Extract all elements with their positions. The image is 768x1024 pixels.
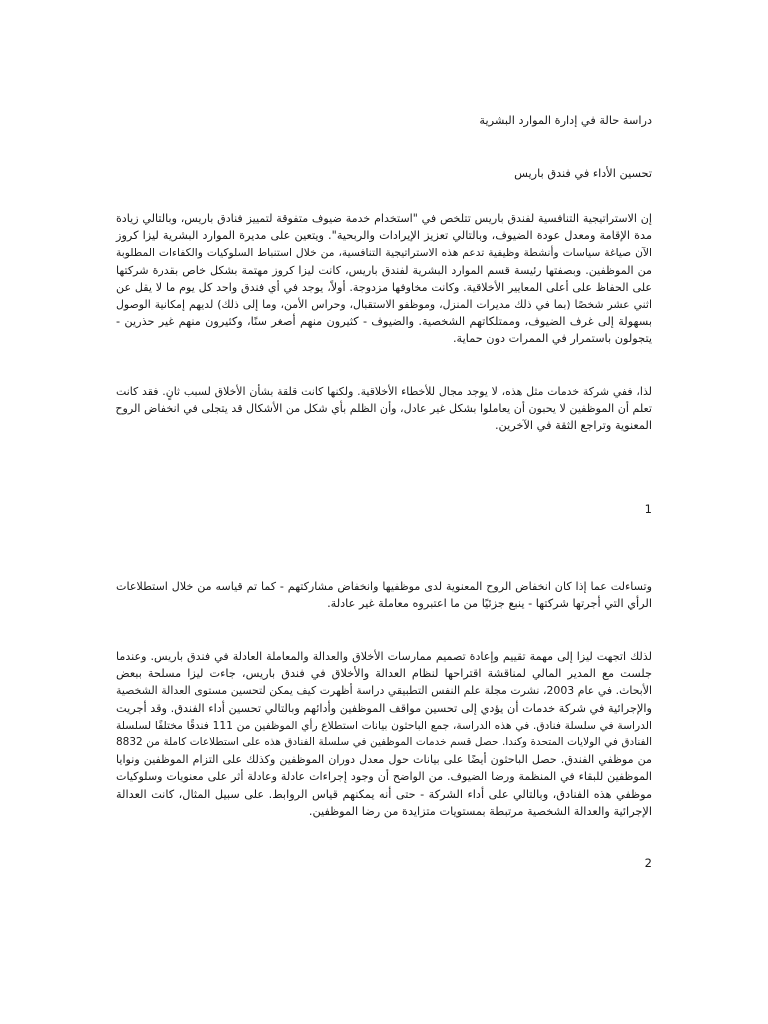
document-title: دراسة حالة في إدارة الموارد البشرية — [479, 114, 652, 127]
paragraph-line: موظفي هذه الفنادق، وبالتالي على أداء الشركة - حتى أنه يمكنهم قياس الروابط. على سبيل المثال، كانت العدالة — [116, 787, 652, 801]
paragraph-line: المعنوية وتراجع الثقة في الآخرين. — [494, 419, 652, 433]
paragraph-line: من موظفي الفندق. حصل الباحثون أيضًا على بيانات حول معدل دوران الموظفين وكذلك على التزام الموظفين ونوايا — [116, 753, 652, 767]
paragraph-line: الفنادق في الولايات المتحدة وكندا. حصل قسم خدمات الموظفين في سلسلة الفنادق هذه على استطلاعات كاملة من 8832 — [116, 736, 652, 749]
paragraph-line: الآن صياغة سياسات وأنشطة وظيفية تدعم هذه الاستراتيجية التنافسية، من خلال استنباط السلوكيات والكفاءات المطلوبة — [116, 246, 652, 260]
paragraph-line: جلست مع المدير المالي لمناقشة اقتراحها لنظام العدالة والأخلاق في فندق باريس، جاءت ليزا مسلحة ببعض — [116, 667, 652, 681]
page-number: 1 — [644, 502, 652, 516]
paragraph-line: الأبحاث. في عام 2003، نشرت مجلة علم النفس التطبيقي دراسة أظهرت كيف يمكن لتحسين مستوى العدالة الشخصية — [116, 684, 652, 698]
page2-paragraph-1 — [116, 578, 652, 612]
page2-paragraph-2 — [116, 648, 652, 820]
page-number: 2 — [644, 856, 652, 870]
paragraph-line: والإجرائية في شركة خدمات أن يؤدي إلى تحسين مواقف الموظفين وأدائهم وبالتالي تحسين أداء الفندق. وقد أجريت — [116, 701, 652, 715]
paragraph-line: وتساءلت عما إذا كان انخفاض الروح المعنوية لدى موظفيها وانخفاض مشاركتهم - كما تم قياسه من خلال استطلاعات — [116, 580, 652, 593]
paragraph-line: لذلك اتجهت ليزا إلى مهمة تقييم وإعادة تصميم ممارسات الأخلاق والعدالة والمعاملة العادلة في فندق باريس. وعندما — [116, 650, 652, 663]
page1-paragraph-2 — [116, 383, 652, 435]
paragraph-line: يتجولون باستمرار في الممرات دون حماية. — [452, 332, 652, 346]
page1-paragraph-1 — [116, 210, 652, 348]
document-subtitle: تحسين الأداء في فندق باريس — [514, 167, 652, 180]
paragraph-line: بسهولة إلى غرف الضيوف، وممتلكاتهم الشخصية. والضيوف - كثيرون منهم أصغر سنًا، وكثيرون منهم غير حذرين - — [116, 315, 652, 329]
paragraph-line: مدة الإقامة ومعدل عودة الضيوف، وبالتالي تعزيز الإيرادات والربحية". ويتعين على مديرة الموارد البشرية ليزا كروز — [116, 229, 652, 243]
paragraph-line: على الحفاظ على أعلى المعايير الأخلاقية. وكانت مخاوفها مزدوجة. أولاً، يوجد في أي فندق واحد كل يوم ما لا يقل عن — [116, 280, 652, 294]
paragraph-line: الدراسة في سلسلة فنادق. في هذه الدراسة، جمع الباحثون بيانات استطلاع رأي الموظفين من 111 فندقًا مختلفًا لسلسلة — [116, 718, 652, 732]
paragraph-line: الموظفين للبقاء في المنظمة ورضا الضيوف. من الواضح أن وجود إجراءات عادلة وعادلة أثر على معنويات وسلوكيات — [116, 770, 652, 784]
paragraph-line: اثني عشر شخصًا (بما في ذلك مديرات المنزل، وموظفو الاستقبال، وحراس الأمن، وما إلى ذلك) لديهم إمكانية الوصول — [116, 298, 652, 312]
paragraph-line: لذا، ففي شركة خدمات مثل هذه، لا يوجد مجال للأخطاء الأخلاقية. ولكنها كانت قلقة بشأن الأخلاق لسبب ثانٍ. فقد كانت — [116, 385, 652, 398]
paragraph-line: الإجرائية والعدالة الشخصية مرتبطة بمستويات متزايدة من رضا الموظفين. — [308, 804, 652, 818]
paragraph-line: إن الاستراتيجية التنافسية لفندق باريس تتلخص في "استخدام خدمة ضيوف متفوقة لتمييز فنادق باريس، وبالتالي زيادة — [116, 212, 652, 225]
paragraph-line: الرأي التي أجرتها شركتها - ينبع جزئيًا من ما اعتبروه معاملة غير عادلة. — [327, 597, 652, 611]
paragraph-line: من الموظفين. وبصفتها رئيسة قسم الموارد البشرية لفندق باريس، كانت ليزا كروز مهتمة بشكل خاص بقدرة شركتها — [116, 263, 652, 277]
paragraph-line: تعلم أن الموظفين لا يحبون أن يعاملوا بشكل غير عادل، وأن الظلم بأي شكل من الأشكال قد يتجلى في انخفاض الروح — [115, 402, 652, 416]
